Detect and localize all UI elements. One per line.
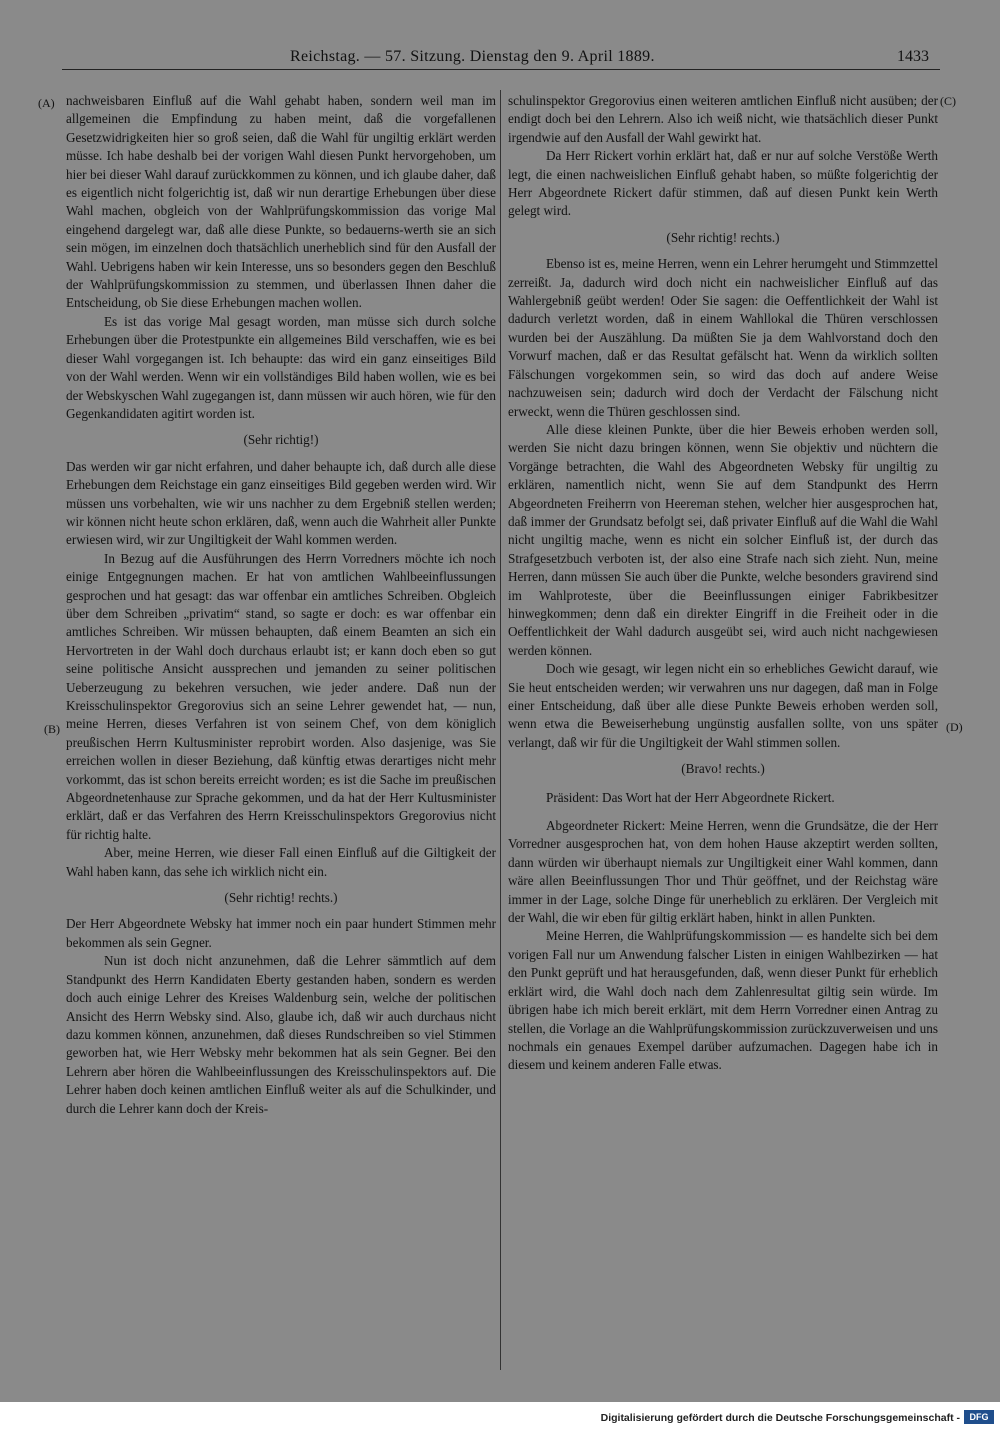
interjection: (Sehr richtig! rechts.) bbox=[224, 890, 338, 906]
paragraph: In Bezug auf die Ausführungen des Herrn Vorredners möchte ich noch einige Entgegnungen machen. Er hat von amtlichen Wahlbeeinflussungen gesprochen und hat gesagt: das war offenbar ein amtliches Schreiben. Obgleich über dem Schreiben „privatim“ stand, so sagte er doch: es war offenbar ein amtliches Schreiben. Wir müssen behaupten, daß einem Beamten an sich ein Hervortreten in der Wahl doch durchaus erlaubt ist; er kann doch eben so gut seine politische Ansicht aussprechen und jemanden zu seiner politischen Ueberzeugung zu bekehren versuchen, wie jeder andere. Daß nun der Kreisschulinspektor Gregorovius sich an seine Lehrer gewendet hat, — nun, meine Herren, dieses Verfahren ist von seinem Chef, von dem königlich preußischen Herrn Kultusminister reprobirt worden. Also dasjenige, was Sie erreichen wollen in dieser Beziehung, daß künftig etwas derartiges nicht mehr vorkommt, das ist schon bereits erreicht worden; es ist die Sache im preußischen Abgeordnetenhause zur Sprache gekommen, und da hat der Herr Kultusminister erklärt, daß er das Verfahren des Herrn Kreisschulinspektors Gregorovius nicht für richtig halte. bbox=[66, 550, 496, 842]
footer-bar bbox=[0, 1402, 1000, 1432]
paragraph: Meine Herren, die Wahlprüfungskommission — es handelte sich bei dem vorigen Fall nur um Anwendung falscher Listen in einigen Wahlbezirken — hat den Punkt geprüft und hat herausgefunden, daß, wenn dieser Punkt für erheblich erklärt wird, die Wahl doch nach dem Zahlenresultat giltig sein würde. Im übrigen habe ich mich bereit erklärt, mit dem Herrn Vorredner einen Antrag zu stellen, die Vorlage an die Wahlprüfungskommission zurückzuverweisen und uns nochmals ein genaues Exempel darüber aufzumachen. Dagegen habe ich in diesem und keinem anderen Falle etwas. bbox=[508, 928, 938, 1073]
paragraph: Der Herr Abgeordnete Websky hat immer noch ein paar hundert Stimmen mehr bekommen als sein Gegner. bbox=[66, 916, 496, 950]
margin-marker-a: (A) bbox=[38, 96, 55, 110]
margin-marker-b: (B) bbox=[44, 722, 60, 736]
interjection: (Bravo! rechts.) bbox=[681, 761, 765, 777]
margin-marker-d: (D) bbox=[946, 720, 963, 734]
funding-note: Digitalisierung gefördert durch die Deutsche Forschungsgemeinschaft - bbox=[600, 1412, 960, 1424]
left-column bbox=[66, 92, 496, 1382]
right-column bbox=[508, 92, 938, 1382]
margin-marker-c: (C) bbox=[940, 94, 956, 108]
interjection: (Sehr richtig! rechts.) bbox=[666, 229, 780, 245]
page-number: 1433 bbox=[897, 48, 929, 65]
paragraph: schulinspektor Gregorovius einen weiteren amtlichen Einfluß nicht ausüben; der endigt doch bei den Lehrern. Also ich weiß nicht, wie thatsächlich dieser Punkt irgendwie auf den Ausfall der Wahl gewirkt hat. bbox=[508, 93, 938, 145]
speaker-rickert-statement: Abgeordneter Rickert: Meine Herren, wenn die Grundsätze, die der Herr Vorredner ausgesprochen hat, von dem hohen Hause akzeptirt werden sollten, dann würden wir überhaupt niemals zur Ungiltigkeit einer Wahl kommen, dann wäre allen Beeinflussungen Thor und Thür geöffnet, und der Reichstag wäre immer in der Lage, solche Dinge für unerheblich zu erklären. Der Vergleich mit der Wahl, die wir eben für giltig erklärt haben, hinkt in allen Punkten. bbox=[508, 818, 938, 926]
column-divider bbox=[500, 90, 501, 1370]
paragraph: Das werden wir gar nicht erfahren, und daher behaupte ich, daß durch alle diese Erhebungen dem Reichstage ein ganz einseitiges Bild gegeben werden wird. Wir müssen uns vorbehalten, wie wir uns nachher zu dem Ergebniß stellen werden; wir können nicht heute schon erklären, daß, wenn auch die Wahrheit aller Punkte erwiesen wird, wir zur Ungiltigkeit der Wahl kommen werden. bbox=[66, 458, 496, 548]
paragraph: Nun ist doch nicht anzunehmen, daß die Lehrer sämmtlich auf dem Standpunkt des Herrn Kandidaten Eberty gestanden haben, sondern es werden doch auch einige Lehrer des Kreises Waldenburg sein, welche der politischen Ansicht des Herrn Websky sind. Also, glaube ich, daß wir auch durchaus nicht dazu kommen können, anzunehmen, daß dieses Rundschreiben so viel Stimmen geworben hat, wie Herr Websky mehr bekommen hat als sein Gegner. Bei den Lehrern aber hören die Wahlbeeinflussungen des Kreisschulinspektors auf. Die Lehrer haben doch keinen amtlichen Einfluß weiter als auf die Schulkinder, und durch die Lehrer kann doch der Kreis- bbox=[66, 953, 496, 1116]
header-rule bbox=[62, 69, 940, 70]
paragraph: Ebenso ist es, meine Herren, wenn ein Lehrer herumgeht und Stimmzettel zerreißt. Ja, dadurch wird doch nicht ein nachweislicher Einfluß auf das Wahlergebniß geübt werden! Oder Sie sagen: die Oeffentlichkeit der Wahl ist dadurch verletzt worden, daß in einem Wahllokal die Thüren verschlossen wurden bei der Auszählung. Da müßten Sie ja dem Wahlvorstand doch den Vorwurf machen, daß er das Resultat gefälscht hat. Wenn da wirklich sollten Fälschungen vorgekommen sein, so wird das doch auf andere Weise nachzuweisen sein; dadurch wird doch der Verdacht der Fälschung nicht erweckt, wenn die Thüren geschlossen sind. bbox=[508, 256, 938, 419]
paragraph: Aber, meine Herren, wie dieser Fall einen Einfluß auf die Giltigkeit der Wahl haben kann, das sehe ich wirklich nicht ein. bbox=[66, 845, 496, 879]
paragraph: Alle diese kleinen Punkte, über die hier Beweis erhoben werden soll, werden Sie nicht dazu bringen können, wenn Sie objektiv und nüchtern die Vorgänge betrachten, die Wahl des Abgeordneten Websky für ungiltig zu erklären, namentlich nicht, wenn Sie auf dem Standpunkt des Herrn Abgeordneten Freiherrn von Heereman stehen, welcher hier ausgesprochen hat, daß immer der Grundsatz befolgt sei, daß privater Einfluß auf die Wahl die Wahl nicht ungiltig mache, wenn es nicht ein solcher Einfluß ist, der durch das Strafgesetzbuch verboten ist, der also eine Strafe nach sich zieht. Nun, meine Herren, dann müssen Sie auch über die Punkte, welche besonders gravirend sind im Wahlproteste, über die Beeinflussungen einiger Fabrikbesitzer hinwegkommen; denn daß ein direkter Eingriff in die Freiheit oder in die Oeffentlichkeit der Wahl dadurch ausgeübt sei, wird auch nicht nachgewiesen werden können. bbox=[508, 421, 938, 658]
paragraph: nachweisbaren Einfluß auf die Wahl gehabt haben, sondern weil man im allgemeinen die Empfindung zu haben meint, daß die vorgefallenen Gesetzwidrigkeiten hier so groß seien, daß die Wahl für ungiltig erklärt werden müsse. Ich habe deshalb bei der vorigen Wahl diesen Punkt hervorgehoben, um hier bei dieser Wahl darauf zurückkommen zu können, und ich glaube daher, daß es eigentlich nicht folgerichtig ist, daß wir nun derartige Erhebungen über diese Wahl machen, obgleich von der Wahlprüfungskommission das vorige Mal eingehend dargelegt war, daß alle diese Punkte, so bedauerns-werth sie an sich sein mögen, im einzelnen doch thatsächlich unerheblich sind für den Ausfall der Wahl. Uebrigens haben wir kein Interesse, uns so besonders gegen den Beschluß der Wahlprüfungskommission zu stemmen, und überlassen Ihnen daher die Entscheidung, ob Sie diese Erhebungen machen wollen. bbox=[66, 93, 496, 311]
dfg-logo: DFG bbox=[964, 1410, 994, 1424]
paragraph: Es ist das vorige Mal gesagt worden, man müsse sich durch solche Erhebungen über die Protestpunkte ein allgemeines Bild verschaffen, wie es bei dieser Wahl vorgegangen ist. Ich behaupte: das wird ein ganz einseitiges Bild von der Wahl werden. Wenn wir ein vollständiges Bild haben wollen, wie es bei der Webskyschen Wahl zugegangen ist, dann müssen wir auch hören, wie für den Gegenkandidaten agitirt worden ist. bbox=[66, 313, 496, 421]
interjection: (Sehr richtig!) bbox=[243, 432, 319, 448]
page-header-title: Reichstag. — 57. Sitzung. Dienstag den 9. April 1889. bbox=[290, 48, 655, 65]
paragraph: Da Herr Rickert vorhin erklärt hat, daß er nur auf solche Verstöße Werth legt, die einen nachweislichen Einfluß gehabt haben, so müßte folgerichtig der Herr Abgeordnete Rickert dafür stimmen, daß auf diesen Punkt kein Werth gelegt wird. bbox=[508, 148, 938, 219]
paragraph: Doch wie gesagt, wir legen nicht ein so erhebliches Gewicht darauf, wie Sie heut entscheiden werden; wir verwahren uns nur dagegen, daß man in Folge einer Entscheidung, daß über alle diese Punkte Beweis erhoben werden soll, wenn etwa die Beweiserhebung ungünstig ausfallen sollte, von uns später verlangt, daß wir für die Ungiltigkeit der Wahl stimmen sollen. bbox=[508, 661, 938, 750]
president-statement: Präsident: Das Wort hat der Herr Abgeordnete Rickert. bbox=[546, 789, 835, 805]
